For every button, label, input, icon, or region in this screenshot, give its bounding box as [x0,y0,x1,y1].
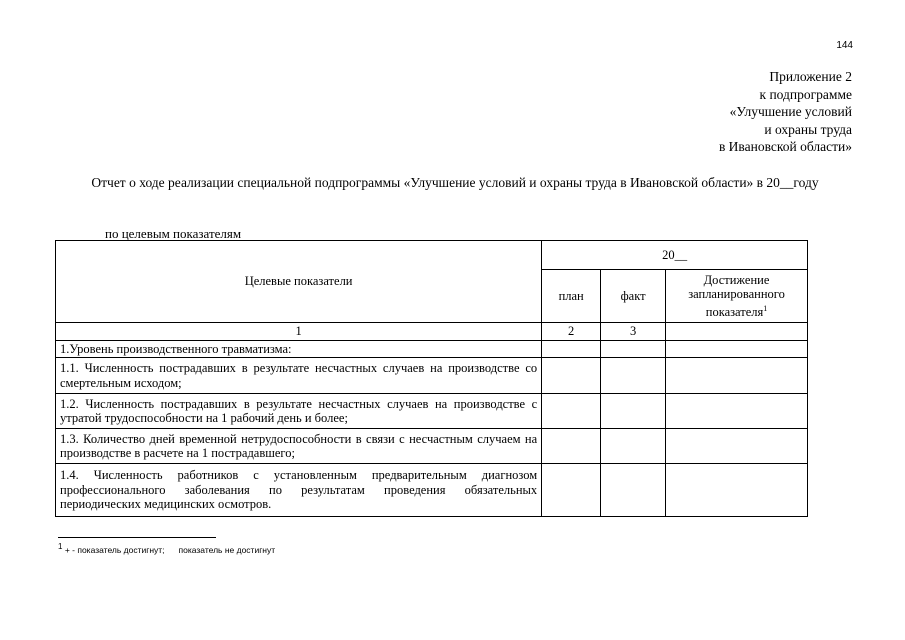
footnote-ref: 1 [763,303,768,313]
footnote-achieved: + - показатель достигнут; [64,544,165,555]
header-plan: план [542,270,601,323]
plan-cell [542,394,601,429]
indicator-cell: 1.Уровень производственного травматизма: [56,341,542,358]
footnote-marker: 1 [58,542,63,551]
table-row [56,341,808,358]
indicator-cell: 1.2. Численность пострадавших в результате несчастных случаев на производстве с утратой трудоспособности на 1 рабочий день и более; [56,394,542,429]
header-achievement [666,270,808,323]
table-row [56,358,808,394]
report-title: Отчет о ходе реализации специальной подпрограммы «Улучшение условий и охраны труда в Ивановской области» в 20__году [91,175,819,190]
footnote-separator [58,537,216,538]
plan-cell [542,341,601,358]
col-number-1: 1 [56,323,542,341]
fact-cell [601,341,666,358]
appendix-line: в Ивановской области» [718,139,852,154]
table-row [56,429,808,464]
header-year: 20__ [542,241,808,270]
header-indicators: Целевые показатели [56,241,542,323]
indicator-cell: 1.1. Численность пострадавших в результате несчастных случаев на производстве со смертельным исходом; [56,358,542,394]
achievement-cell [666,358,808,394]
table-row [56,394,808,429]
achievement-cell [666,429,808,464]
table-row [56,464,808,517]
page-number: 144 [836,40,853,51]
table-subheading: по целевым показателям [105,226,242,241]
appendix-line: Приложение 2 [769,69,852,84]
appendix-line: и охраны труда [764,121,852,137]
plan-cell [542,429,601,464]
achievement-cell [666,394,808,429]
appendix-line: к подпрограмме [759,86,852,102]
fact-cell [601,464,666,517]
header-fact: факт [601,270,666,323]
col-number-3: 3 [601,323,666,341]
fact-cell [601,394,666,429]
plan-cell [542,358,601,394]
empty-cell [666,323,808,341]
footnote-not-achieved: показатель не достигнут [178,544,276,555]
header-achievement-text: Достижение запланированного показателя [688,272,785,319]
footnote [58,542,275,555]
col-number-2: 2 [542,323,601,341]
indicator-cell: 1.4. Численность работников с установленным предварительным диагнозом профессионального заболевания по результатам проведения обязательных периодических медицинских осмотров. [56,464,542,517]
appendix-line: «Улучшение условий [729,104,852,119]
plan-cell [542,464,601,517]
fact-cell [601,358,666,394]
indicators-table [55,240,808,517]
appendix-heading [719,68,852,156]
achievement-cell [666,341,808,358]
achievement-cell [666,464,808,517]
fact-cell [601,429,666,464]
indicator-cell: 1.3. Количество дней временной нетрудоспособности в связи с несчастным случаем на производстве в расчете на 1 пострадавшего; [56,429,542,464]
